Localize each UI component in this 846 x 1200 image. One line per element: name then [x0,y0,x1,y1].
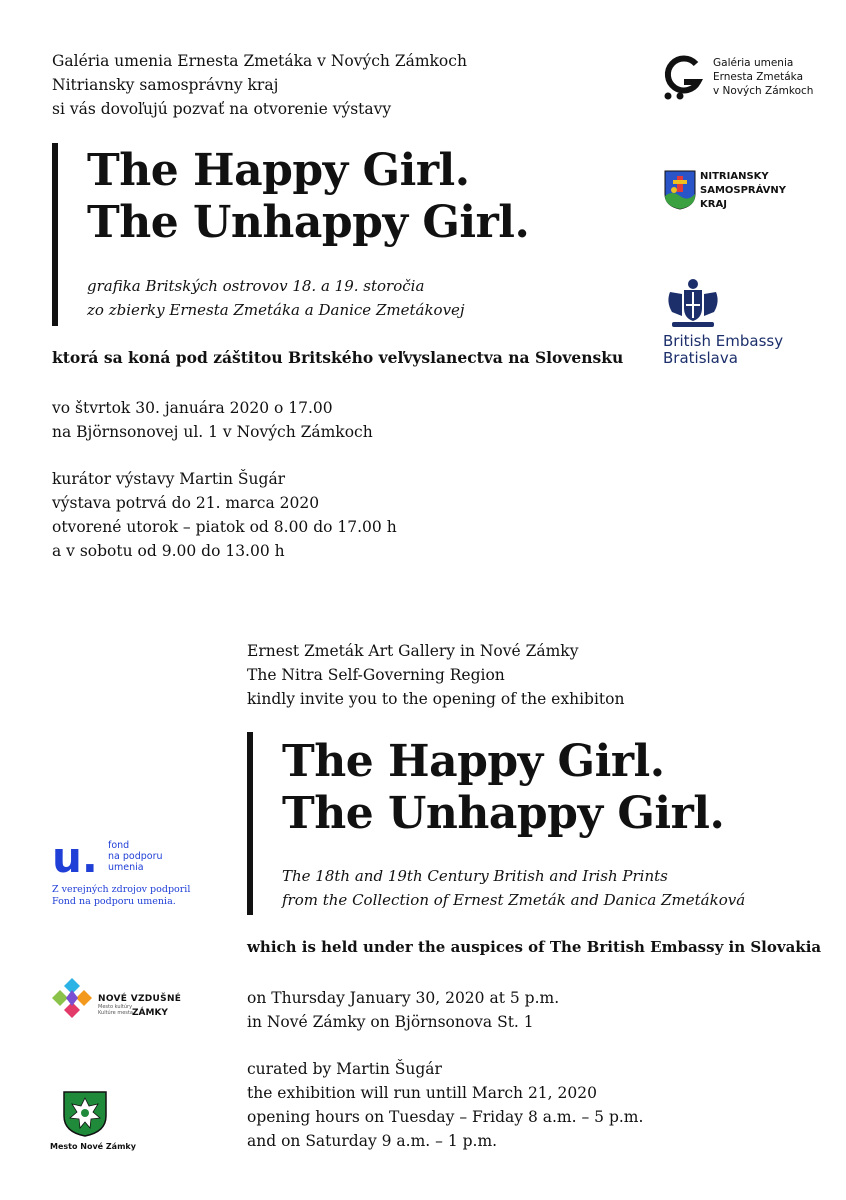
sk-details-line: výstava potrvá do 21. marca 2020 [52,494,320,512]
en-intro-line: Ernest Zmeták Art Gallery in Nové Zámky [247,642,579,660]
en-details-line: and on Saturday 9 a.m. – 1 p.m. [247,1132,498,1150]
fund-note-line: Fond na podporu umenia. [52,896,176,907]
sk-details-line: kurátor výstavy Martin Šugár [52,470,286,488]
gallery-logo-text [713,56,813,98]
town-coat-of-arms-icon [62,1090,108,1138]
en-details-line: curated by Martin Šugár [247,1060,442,1078]
fund-note-line: Z verejných zdrojov podporil [52,884,191,895]
region-logo-line: NITRIANSKY [700,171,769,182]
sk-subtitle-line: grafika Britských ostrovov 18. a 19. storočia [87,277,425,295]
en-subtitle [282,864,745,912]
sk-when-line: na Björnsonovej ul. 1 v Nových Zámkoch [52,423,373,441]
royal-coat-of-arms-icon [662,276,724,330]
en-details-line: the exhibition will run untill March 21, 2020 [247,1084,597,1102]
gallery-logo-line: v Nových Zámkoch [713,85,814,97]
sk-intro [52,49,467,121]
gallery-logo-line: Ernesta Zmetáka [713,71,804,83]
sk-auspices: ktorá sa koná pod záštitou Britského veľvyslanectva na Slovensku [52,348,624,367]
en-intro-line: kindly invite you to the opening of the exhibiton [247,690,625,708]
sk-subtitle-line: zo zbierky Ernesta Zmetáka a Danice Zmetákovej [87,301,465,319]
nove-vzdusne-zamky-small [98,1004,133,1016]
nove-small-line: Mesto kultúry [98,1004,133,1010]
en-title-bar [247,732,253,915]
gallery-logo-line: Galéria umenia [713,57,794,69]
fund-logo-line: fond [108,840,130,851]
sk-title-bar [52,143,58,326]
en-subtitle-line: from the Collection of Ernest Zmeták and Danica Zmetáková [282,891,746,909]
nove-vzdusne-zamky-name: NOVÉ VZDUŠNÉ [98,994,182,1004]
fund-logo-u-icon: u. [52,833,98,882]
gallery-logo-icon [660,52,706,102]
sk-intro-line: si vás dovoľujú pozvať na otvorenie výstavy [52,100,392,118]
sk-details-line: otvorené utorok – piatok od 8.00 do 17.00 h [52,518,397,536]
fund-support-note [52,884,190,908]
sk-subtitle [87,274,465,322]
sk-when-line: vo štvrtok 30. januára 2020 o 17.00 [52,399,333,417]
region-coat-of-arms-icon [664,170,696,210]
en-when [247,986,559,1034]
embassy-logo-line: British Embassy [663,332,784,350]
nove-vzdusne-zamky-icon [50,976,94,1020]
en-title-line-2: The Unhappy Girl. [282,788,725,839]
en-subtitle-line: The 18th and 19th Century British and Irish Prints [282,867,668,885]
en-title [282,736,724,840]
embassy-logo-text [663,333,783,367]
en-auspices: which is held under the auspices of The British Embassy in Slovakia [247,938,822,956]
sk-title-line-1: The Happy Girl. [87,145,470,196]
sk-when [52,396,373,444]
fund-logo-name [108,840,163,873]
en-when-line: on Thursday January 30, 2020 at 5 p.m. [247,989,560,1007]
sk-intro-line: Galéria umenia Ernesta Zmetáka v Nových Zámkoch [52,52,467,70]
en-details-line: opening hours on Tuesday – Friday 8 a.m. – 5 p.m. [247,1108,644,1126]
region-logo-line: KRAJ [700,199,727,210]
region-logo-text [700,170,786,212]
nove-vzdusne-zamky-name-2: ZÁMKY [132,1008,168,1018]
fund-logo-line: umenia [108,862,144,873]
en-details [247,1057,643,1153]
embassy-logo-line: Bratislava [663,349,738,367]
sk-details-line: a v sobotu od 9.00 do 13.00 h [52,542,285,560]
sk-details [52,467,397,563]
en-title-line-1: The Happy Girl. [282,736,665,787]
sk-title-line-2: The Unhappy Girl. [87,197,530,248]
en-intro-line: The Nitra Self-Governing Region [247,666,505,684]
sk-intro-line: Nitriansky samosprávny kraj [52,76,279,94]
town-logo-text: Mesto Nové Zámky [50,1142,136,1151]
en-when-line: in Nové Zámky on Björnsonova St. 1 [247,1013,534,1031]
en-intro [247,639,624,711]
region-logo-line: SAMOSPRÁVNY [700,185,787,196]
fund-logo-line: na podporu [108,851,163,862]
sk-title [87,145,529,249]
nove-small-line: Kultúre mesta [98,1010,133,1016]
